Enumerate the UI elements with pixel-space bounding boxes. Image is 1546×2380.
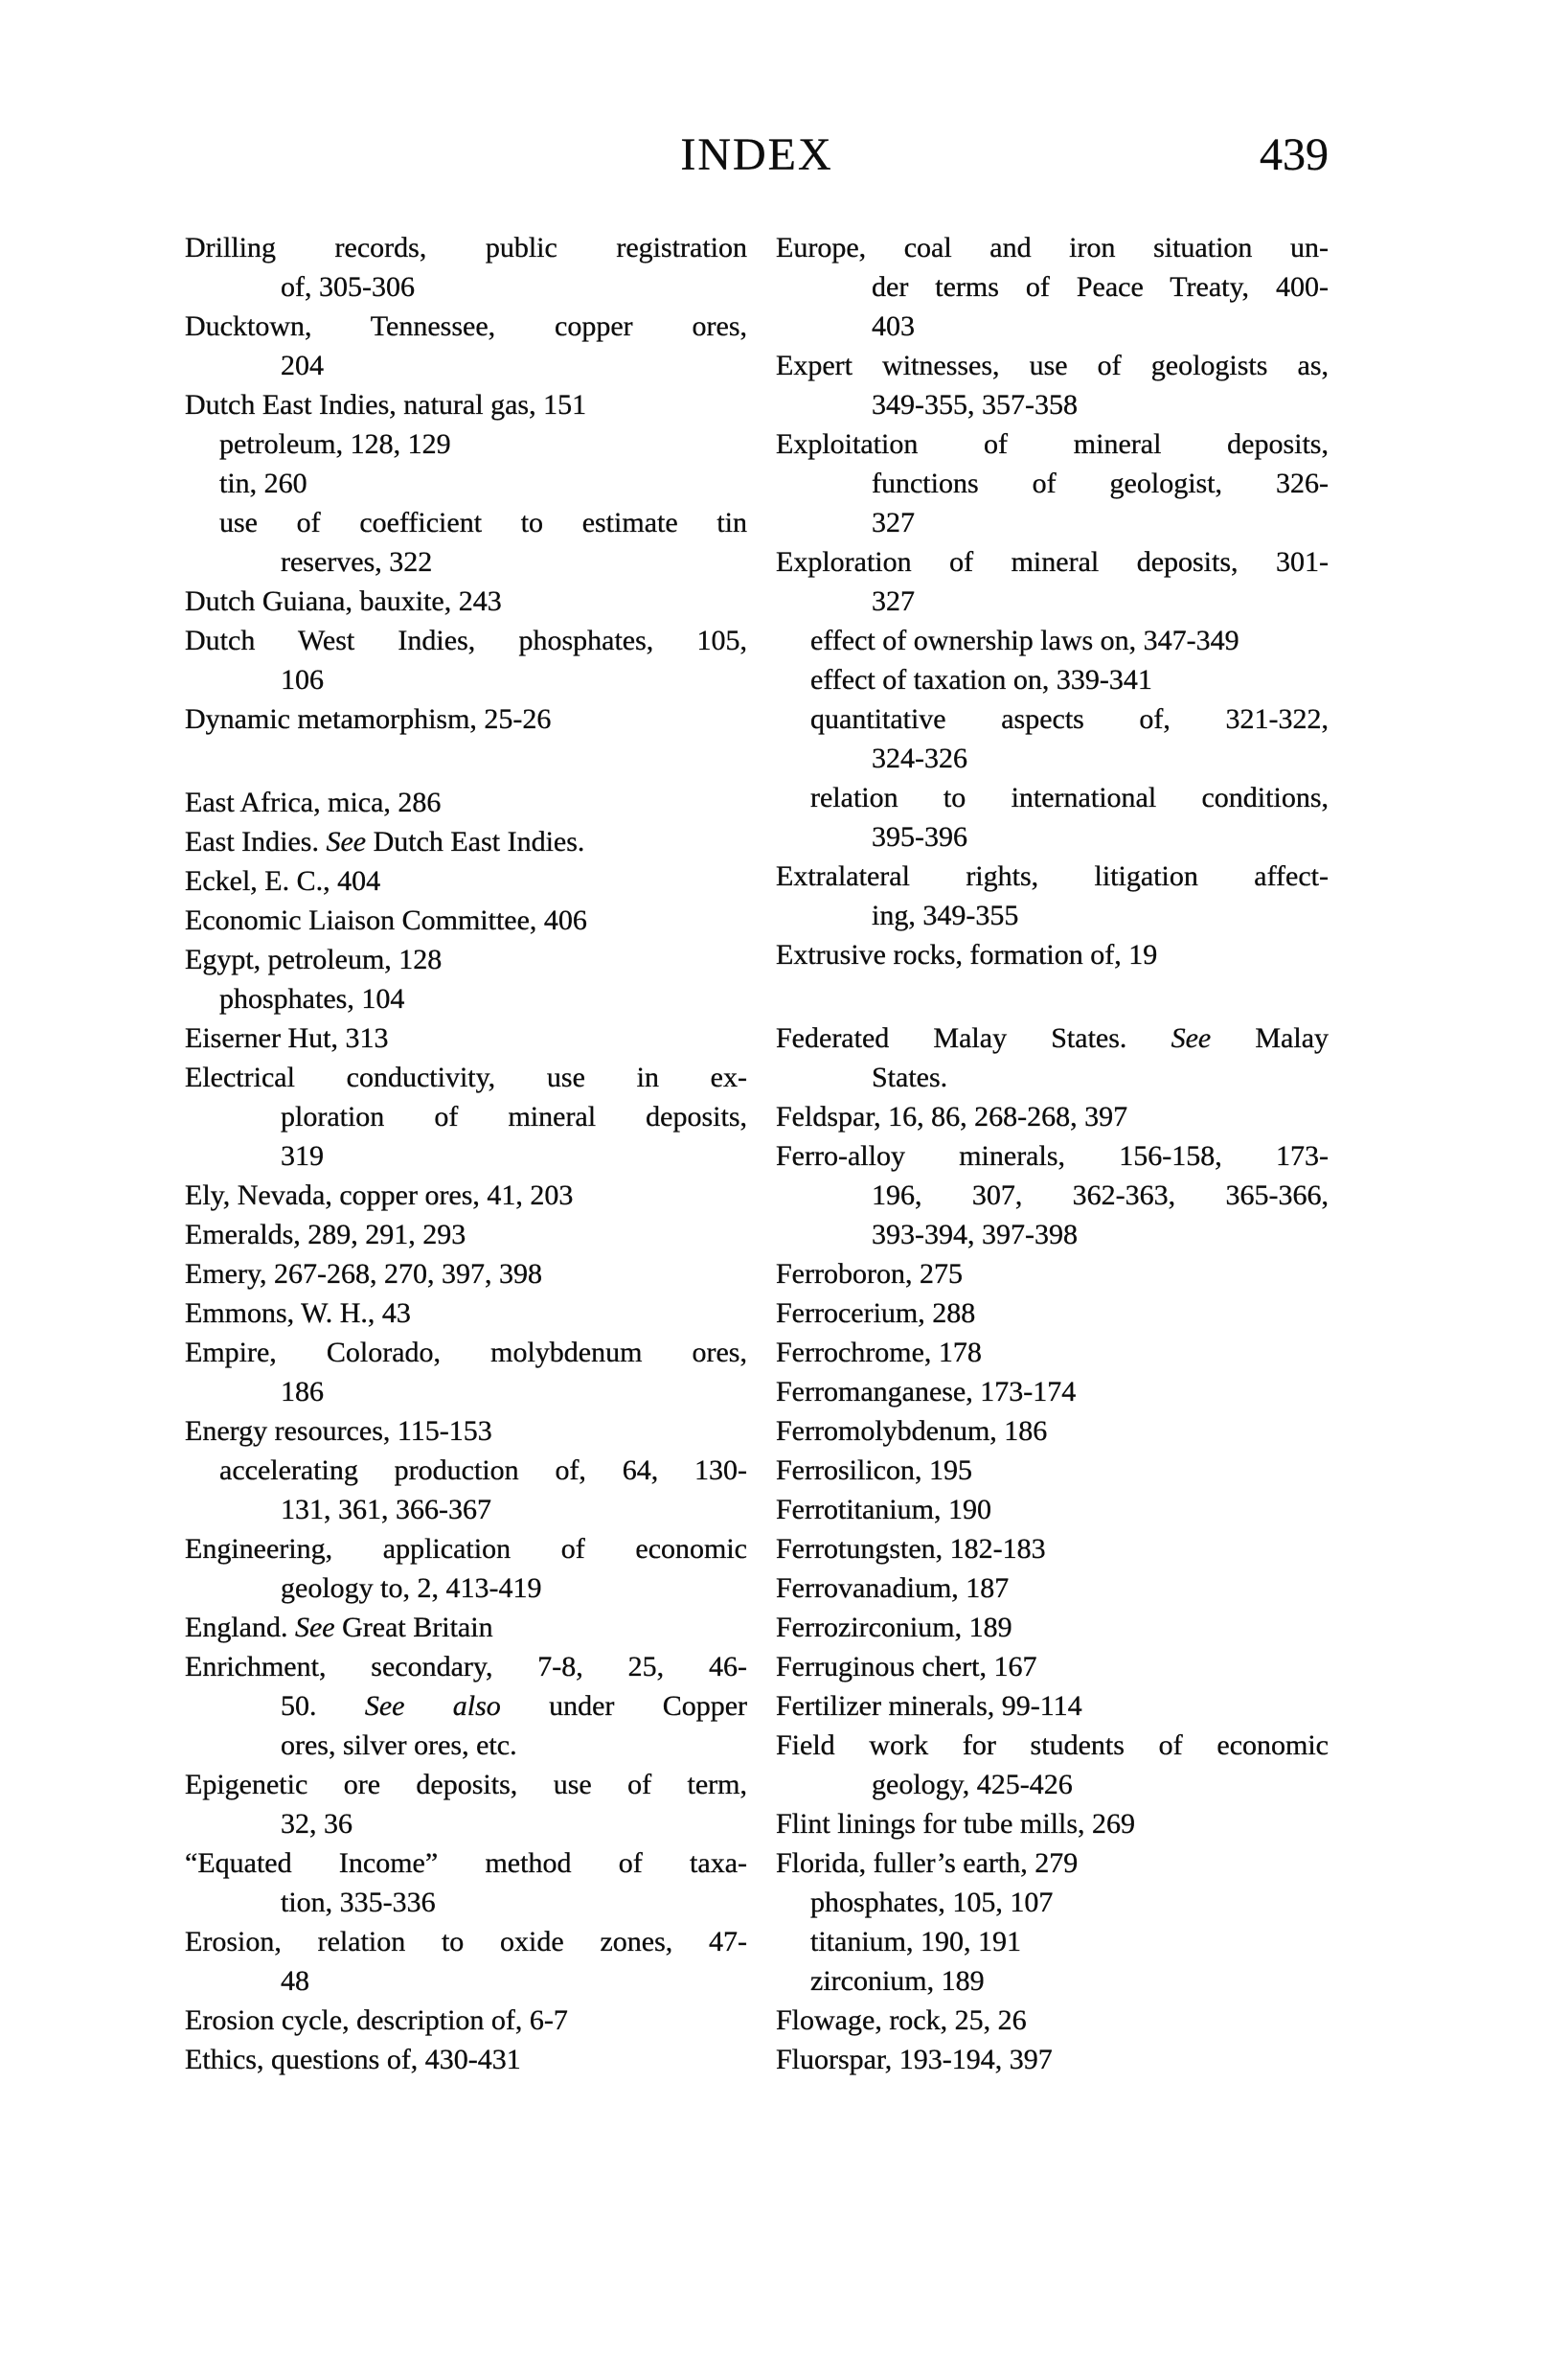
index-entry-line: Field work for students of economic	[776, 1729, 1329, 1761]
index-entry-line: functions of geologist, 326-	[872, 468, 1329, 499]
index-entry-line: 327	[872, 585, 915, 617]
cross-reference: See	[326, 826, 367, 858]
entry-text: Malay	[1211, 1022, 1330, 1054]
index-entry-line: Ferrotungsten, 182-183	[776, 1533, 1046, 1565]
index-entry-line: Ferroboron, 275	[776, 1258, 963, 1290]
index-entry-line: Fertilizer minerals, 99-114	[776, 1690, 1082, 1722]
index-entry-line: 106	[281, 664, 324, 696]
index-entry-line: phosphates, 104	[219, 983, 405, 1015]
index-entry-line: Emeralds, 289, 291, 293	[185, 1219, 466, 1250]
index-entry-line: petroleum, 128, 129	[219, 428, 451, 460]
index-entry-line	[185, 1686, 747, 1726]
index-entry-line: Enrichment, secondary, 7-8, 25, 46-	[185, 1651, 747, 1682]
entry-text: Federated Malay States.	[776, 1022, 1171, 1054]
index-entry-line: 48	[281, 1965, 309, 1997]
index-entry-line: Empire, Colorado, molybdenum ores,	[185, 1337, 747, 1368]
index-entry-line: Epigenetic ore deposits, use of term,	[185, 1769, 747, 1800]
index-entry-line: phosphates, 105, 107	[810, 1887, 1054, 1918]
cross-reference: See	[1171, 1022, 1212, 1054]
index-entry-line: Energy resources, 115-153	[185, 1415, 492, 1447]
index-entry-line: 327	[872, 507, 915, 538]
section-gap	[185, 739, 747, 783]
index-entry-line: 131, 361, 366-367	[281, 1494, 491, 1525]
entry-text: under Copper	[500, 1690, 748, 1722]
index-entry-line: 393-394, 397-398	[872, 1219, 1078, 1250]
index-entry-line: Ethics, questions of, 430-431	[185, 2044, 521, 2075]
index-entry-line: Ferromanganese, 173-174	[776, 1376, 1077, 1407]
index-entry-line: Ferruginous chert, 167	[776, 1651, 1037, 1682]
page-number: 439	[1260, 129, 1329, 180]
entry-text: East Indies.	[185, 826, 327, 858]
index-entry-line: 204	[281, 350, 324, 381]
index-entry-line: 319	[281, 1140, 324, 1172]
index-entry-line: accelerating production of, 64, 130-	[219, 1454, 747, 1486]
index-entry-line: Eiserner Hut, 313	[185, 1022, 389, 1054]
index-entry-line: Exploration of mineral deposits, 301-	[776, 546, 1329, 578]
index-entry-line: Flowage, rock, 25, 26	[776, 2004, 1027, 2036]
index-column-left	[185, 228, 747, 2079]
index-entry-line: Ferrotitanium, 190	[776, 1494, 991, 1525]
index-entry-line	[185, 1608, 747, 1647]
cross-reference: See	[294, 1612, 335, 1643]
index-entry-line: titanium, 190, 191	[810, 1926, 1021, 1957]
index-entry-line: 32, 36	[281, 1808, 352, 1840]
index-entry-line: 349-355, 357-358	[872, 389, 1078, 421]
index-entry-line: der terms of Peace Treaty, 400-	[872, 271, 1329, 303]
index-entry-line: Ferrozirconium, 189	[776, 1612, 1012, 1643]
index-entry-line: 395-396	[872, 821, 967, 853]
index-entry-line: Erosion cycle, description of, 6-7	[185, 2004, 568, 2036]
index-entry-line: Ely, Nevada, copper ores, 41, 203	[185, 1179, 574, 1211]
cross-reference: See also	[364, 1690, 501, 1722]
index-entry-line: Expert witnesses, use of geologists as,	[776, 350, 1329, 381]
index-entry-line: 196, 307, 362-363, 365-366,	[872, 1179, 1329, 1211]
entry-text: 50.	[281, 1690, 365, 1722]
index-entry-line: Ferrovanadium, 187	[776, 1572, 1010, 1604]
index-entry-line: effect of taxation on, 339-341	[810, 664, 1152, 696]
index-entry-line: 403	[872, 310, 915, 342]
index-entry-line: Dutch Guiana, bauxite, 243	[185, 585, 502, 617]
index-entry-line: Europe, coal and iron situation un-	[776, 232, 1329, 263]
index-entry-line: Florida, fuller’s earth, 279	[776, 1847, 1079, 1879]
page-title: INDEX	[680, 129, 833, 180]
index-entry-line: Drilling records, public registration	[185, 232, 747, 263]
index-entry-line: 324-326	[872, 743, 967, 774]
index-entry-line: tin, 260	[219, 468, 307, 499]
index-entry-line: “Equated Income” method of taxa-	[185, 1847, 747, 1879]
index-entry-line	[185, 822, 747, 861]
index-entry-line: Ferromolybdenum, 186	[776, 1415, 1048, 1447]
index-entry-line: Ferrosilicon, 195	[776, 1454, 972, 1486]
index-column-right	[776, 228, 1329, 2079]
index-entry-line: Erosion, relation to oxide zones, 47-	[185, 1926, 747, 1957]
index-entry-line: 186	[281, 1376, 324, 1407]
index-entry-line: ing, 349-355	[872, 900, 1019, 931]
entry-text: Great Britain	[334, 1612, 493, 1643]
entry-text: Dutch East Indies.	[366, 826, 585, 858]
index-entry-line: Emmons, W. H., 43	[185, 1297, 411, 1329]
index-entry-line: Economic Liaison Committee, 406	[185, 904, 587, 936]
index-entry-line: Feldspar, 16, 86, 268-268, 397	[776, 1101, 1128, 1133]
index-entry-line: Extrusive rocks, formation of, 19	[776, 939, 1158, 971]
index-entry-line: Engineering, application of economic	[185, 1533, 747, 1565]
index-entry-line: Flint linings for tube mills, 269	[776, 1808, 1136, 1840]
index-entry-line: Eckel, E. C., 404	[185, 865, 381, 897]
index-entry-line: Exploitation of mineral deposits,	[776, 428, 1329, 460]
index-entry-line: ploration of mineral deposits,	[281, 1101, 747, 1133]
index-entry-line: Dutch East Indies, natural gas, 151	[185, 389, 587, 421]
index-entry-line: quantitative aspects of, 321-322,	[810, 703, 1329, 735]
index-entry-line: reserves, 322	[281, 546, 433, 578]
index-entry-line: Dutch West Indies, phosphates, 105,	[185, 625, 747, 656]
index-entry-line: relation to international conditions,	[810, 782, 1329, 813]
index-entry-line: geology to, 2, 413-419	[281, 1572, 542, 1604]
index-entry-line: Dynamic metamorphism, 25-26	[185, 703, 552, 735]
index-entry-line: use of coefficient to estimate tin	[219, 507, 747, 538]
index-entry-line: Fluorspar, 193-194, 397	[776, 2044, 1053, 2075]
entry-text: England.	[185, 1612, 295, 1643]
index-entry-line: of, 305-306	[281, 271, 415, 303]
index-entry-line: Ducktown, Tennessee, copper ores,	[185, 310, 747, 342]
index-entry-line: tion, 335-336	[281, 1887, 436, 1918]
index-entry-line: effect of ownership laws on, 347-349	[810, 625, 1239, 656]
index-entry-line: Electrical conductivity, use in ex-	[185, 1062, 747, 1093]
index-entry-line: geology, 425-426	[872, 1769, 1073, 1800]
index-entry-line: Extralateral rights, litigation affect-	[776, 860, 1329, 892]
index-entry-line: Ferrochrome, 178	[776, 1337, 982, 1368]
index-entry-line: zirconium, 189	[810, 1965, 985, 1997]
index-entry-line: Ferro-alloy minerals, 156-158, 173-	[776, 1140, 1329, 1172]
index-entry-line: East Africa, mica, 286	[185, 787, 442, 818]
index-entry-line: Ferrocerium, 288	[776, 1297, 976, 1329]
index-entry-line: States.	[872, 1062, 948, 1093]
index-entry-line: Egypt, petroleum, 128	[185, 944, 443, 975]
section-gap	[776, 974, 1329, 1018]
index-entry-line: ores, silver ores, etc.	[281, 1729, 517, 1761]
index-entry-line	[776, 1018, 1329, 1058]
index-entry-line: Emery, 267-268, 270, 397, 398	[185, 1258, 543, 1290]
